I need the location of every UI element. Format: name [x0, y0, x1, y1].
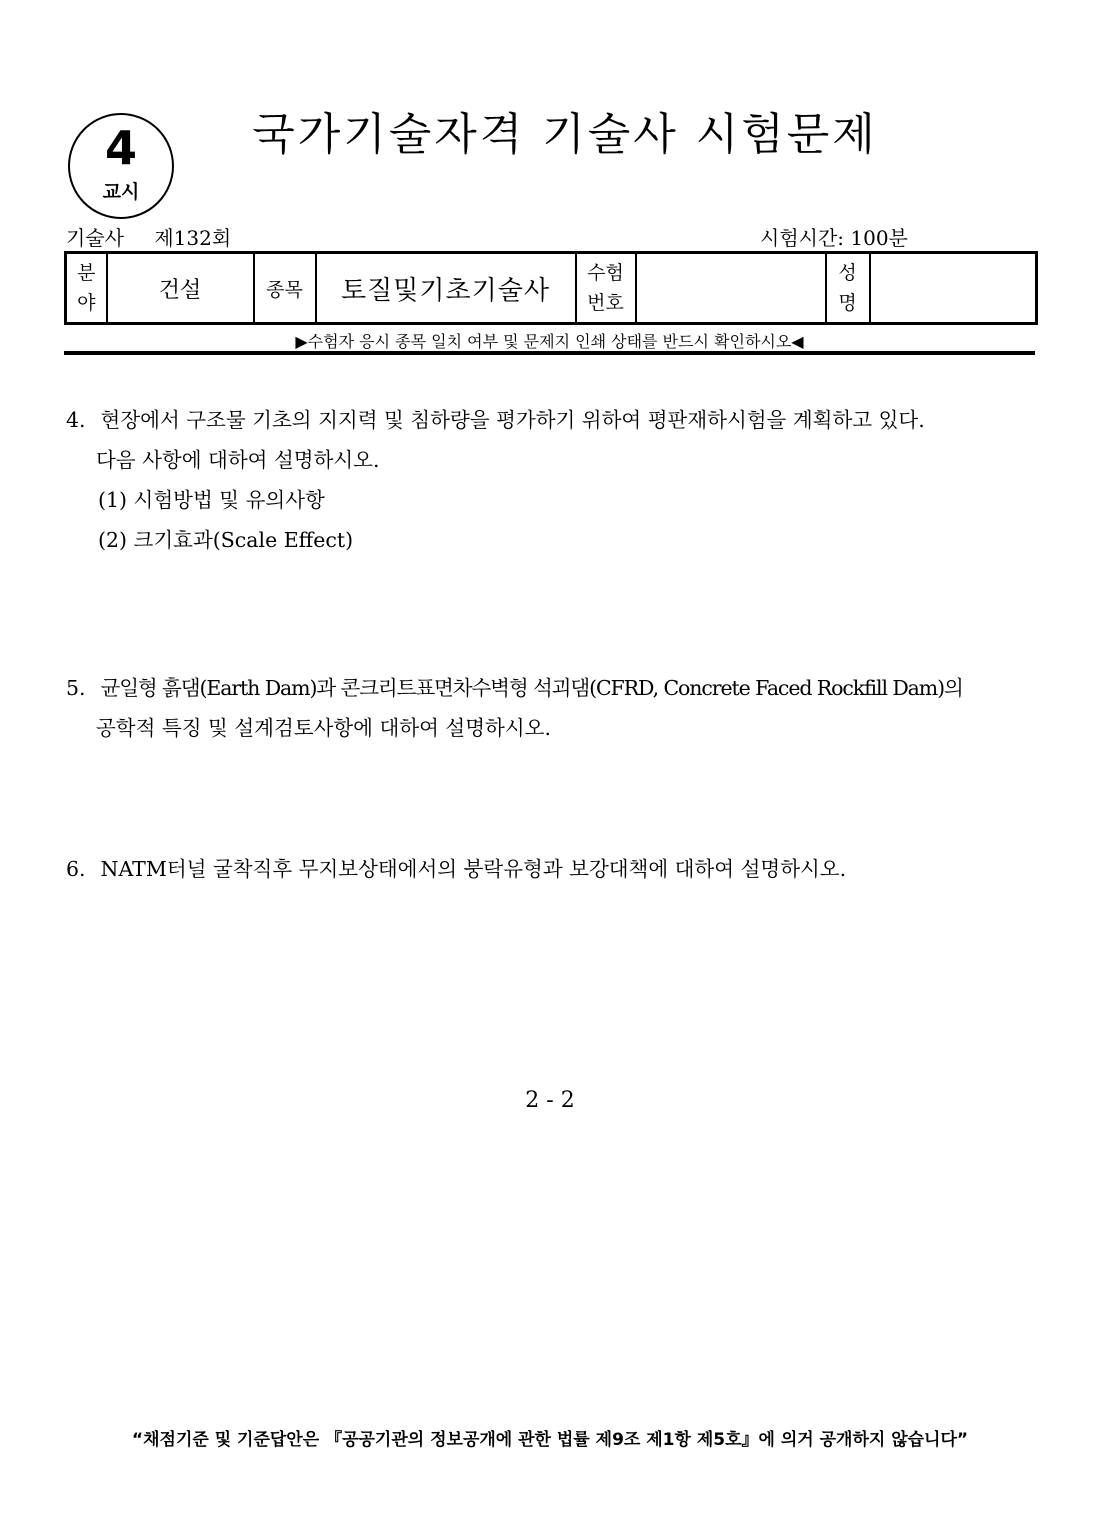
exam-number-field[interactable] [636, 253, 826, 324]
field-label-bottom: 야 [77, 292, 96, 314]
exam-round: 제132회 [154, 226, 232, 250]
name-label-cell [826, 253, 870, 324]
name-field[interactable] [870, 253, 1037, 324]
exam-meta-left [66, 222, 231, 251]
subject-value: 토질및기초기술사 [316, 253, 576, 324]
question-4 [66, 400, 925, 560]
exam-duration: 시험시간: 100분 [760, 226, 908, 250]
question-6 [66, 849, 846, 889]
exam-info-table [64, 251, 1038, 325]
period-badge [68, 113, 174, 219]
page-title: 국가기술자격 기술사 시험문제 [252, 109, 878, 160]
divider [64, 351, 1035, 355]
period-number: 4 [104, 121, 137, 175]
name-label-top: 성 [838, 262, 857, 284]
field-label-cell [66, 253, 107, 324]
question-text-cont: 공학적 특징 및 설계검토사항에 대하여 설명하시오. [96, 716, 551, 740]
subject-label: 종목 [254, 253, 316, 324]
question-subitem: (2) 크기효과(Scale Effect) [98, 528, 354, 552]
question-number: 4. [66, 408, 86, 432]
question-text-cont: 다음 사항에 대하여 설명하시오. [96, 448, 380, 472]
name-label-bottom: 명 [838, 292, 857, 314]
footer-notice: “채점기준 및 기준답안은 『공공기관의 정보공개에 관한 법률 제9조 제1항 제5호』에 의거 공개하지 않습니다” [131, 1430, 969, 1450]
exam-number-label-cell [576, 253, 636, 324]
page-number: 2 - 2 [525, 1088, 575, 1113]
question-number: 5. [66, 676, 86, 700]
question-subitem: (1) 시험방법 및 유의사항 [98, 488, 325, 512]
period-label: 교시 [102, 181, 140, 203]
exam-number-label-top: 수험 [587, 262, 624, 284]
field-value: 건설 [107, 253, 254, 324]
question-text: NATM터널 굴착직후 무지보상태에서의 붕락유형과 보강대책에 대하여 설명하시오. [100, 857, 847, 881]
question-number: 6. [66, 857, 86, 881]
exam-category: 기술사 [66, 226, 124, 250]
question-5 [66, 668, 963, 748]
notice-text: ▶수험자 응시 종목 일치 여부 및 문제지 인쇄 상태를 반드시 확인하시오◀ [295, 332, 804, 351]
field-label-top: 분 [77, 262, 96, 284]
question-text: 현장에서 구조물 기초의 지지력 및 침하량을 평가하기 위하여 평판재하시험을 계획하고 있다. [100, 408, 925, 432]
question-text: 균일형 흙댐(Earth Dam)과 콘크리트표면차수벽형 석괴댐(CFRD, Concrete Faced Rockfill Dam)의 [100, 676, 963, 700]
exam-number-label-bottom: 번호 [587, 292, 624, 314]
